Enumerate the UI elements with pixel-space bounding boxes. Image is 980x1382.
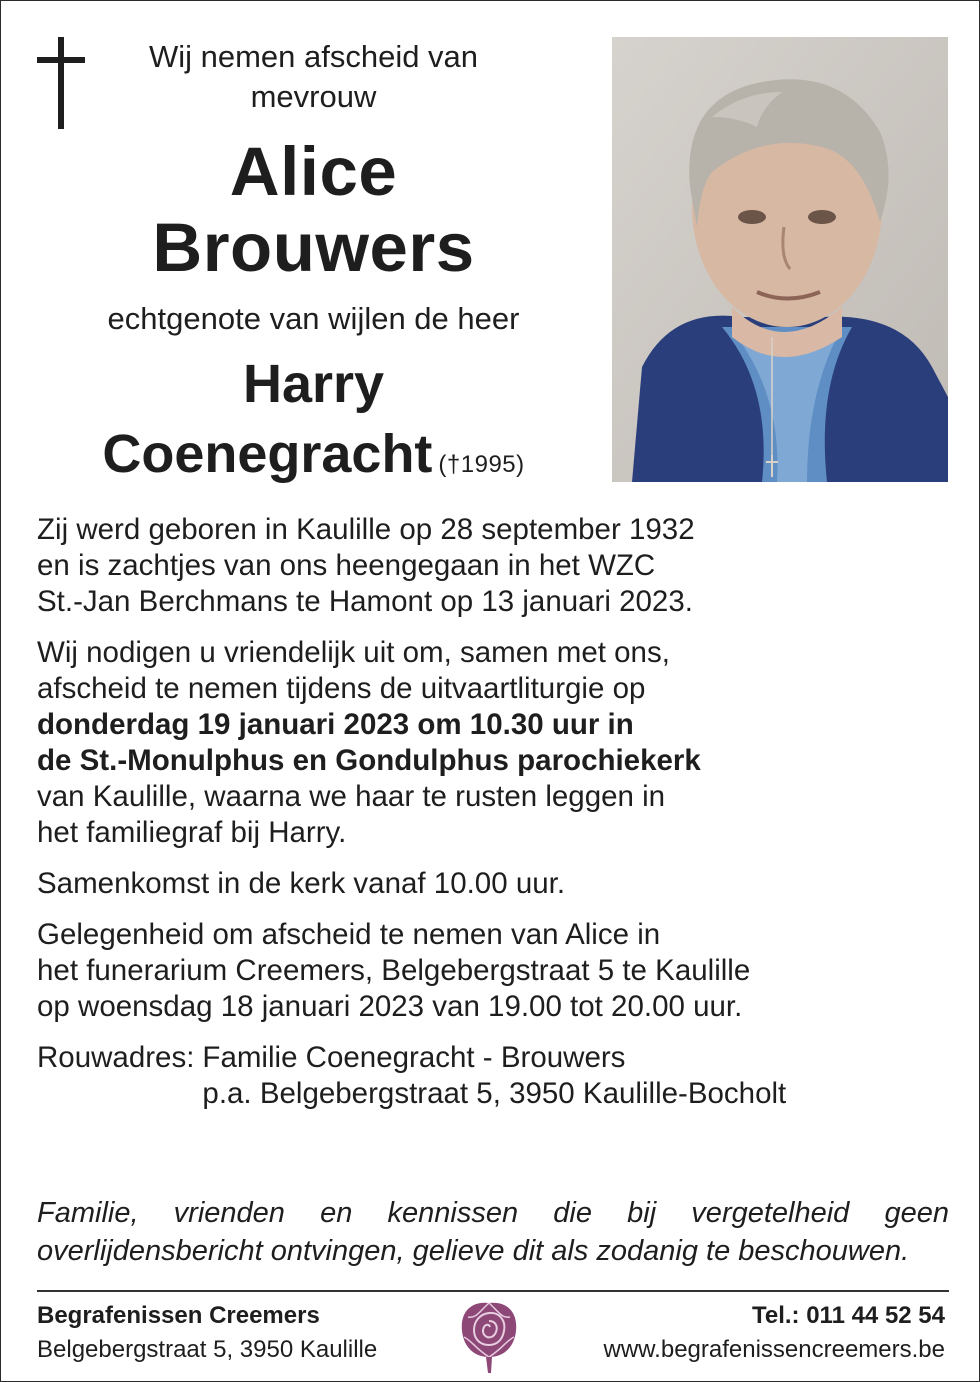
deceased-name xyxy=(61,134,566,286)
mourning-address-lines xyxy=(202,1040,786,1112)
invitation-paragraph xyxy=(37,635,957,851)
spouse-last-line xyxy=(21,419,606,500)
gathering-paragraph: Samenkomst in de kerk vanaf 10.00 uur. xyxy=(37,867,566,900)
body-text xyxy=(37,512,957,1112)
spouse-first-name: Harry xyxy=(242,354,385,414)
mourning-address-line-1: Familie Coenegracht - Brouwers xyxy=(202,1041,626,1074)
birth-line-1: Zij werd geboren in Kaulille op 28 september 1932 xyxy=(37,513,695,546)
intro-line-1: Wij nemen afscheid van xyxy=(148,39,479,74)
firm-address: Belgebergstraat 5, 3950 Kaulille xyxy=(37,1336,378,1363)
firm-website[interactable]: www.begrafenissencreemers.be xyxy=(603,1336,945,1363)
cross-icon xyxy=(37,37,85,129)
mourning-address-line-2: p.a. Belgebergstraat 5, 3950 Kaulille-Bocholt xyxy=(202,1077,787,1110)
firm-name: Begrafenissen Creemers xyxy=(37,1302,320,1329)
footer-contact xyxy=(604,1299,946,1367)
rose-logo-icon xyxy=(456,1297,522,1375)
viewing-paragraph xyxy=(37,917,957,1025)
funeral-date-time: donderdag 19 januari 2023 om 10.30 uur in xyxy=(37,708,634,741)
deceased-last-name: Brouwers xyxy=(152,209,475,286)
viewing-line-1: Gelegenheid om afscheid te nemen van Alice in xyxy=(37,918,661,951)
footer-divider xyxy=(37,1290,949,1292)
intro-line-2: mevrouw xyxy=(250,79,377,114)
funeral-church: de St.-Monulphus en Gondulphus parochiekerk xyxy=(37,744,701,777)
invitation-line-2: afscheid te nemen tijdens de uitvaartliturgie op xyxy=(37,672,646,705)
viewing-line-2: het funerarium Creemers, Belgebergstraat 5 te Kaulille xyxy=(37,954,751,987)
spouse-last-name: Coenegracht xyxy=(102,424,433,484)
birth-line-3: St.-Jan Berchmans te Hamont op 13 januari 2023. xyxy=(37,585,693,618)
footer-firm xyxy=(37,1299,377,1367)
mourning-address-label: Rouwadres: xyxy=(37,1041,195,1074)
intro-text xyxy=(101,37,526,117)
birth-line-2: en is zachtjes van ons heengegaan in het WZC xyxy=(37,549,656,582)
invitation-line-6: het familiegraf bij Harry. xyxy=(37,816,347,849)
birth-death-paragraph xyxy=(37,512,957,620)
footnote: Familie, vrienden en kennissen die bij vergetelheid geen overlijdensbericht ontvingen, gelieve dit als zodanig te beschouwen. xyxy=(37,1197,949,1267)
spouse-death-note: (†1995) xyxy=(438,451,525,478)
portrait-illustration xyxy=(612,37,948,482)
invitation-line-5: van Kaulille, waarna we haar te rusten leggen in xyxy=(37,780,666,813)
spouse-intro: echtgenote van wijlen de heer xyxy=(107,301,520,336)
deceased-first-name: Alice xyxy=(229,133,398,210)
portrait-photo xyxy=(612,37,948,482)
mourning-address xyxy=(37,1040,957,1112)
invitation-line-1: Wij nodigen u vriendelijk uit om, samen met ons, xyxy=(37,636,670,669)
firm-phone: Tel.: 011 44 52 54 xyxy=(751,1302,945,1329)
viewing-line-3: op woensdag 18 januari 2023 van 19.00 tot 20.00 uur. xyxy=(37,990,743,1023)
